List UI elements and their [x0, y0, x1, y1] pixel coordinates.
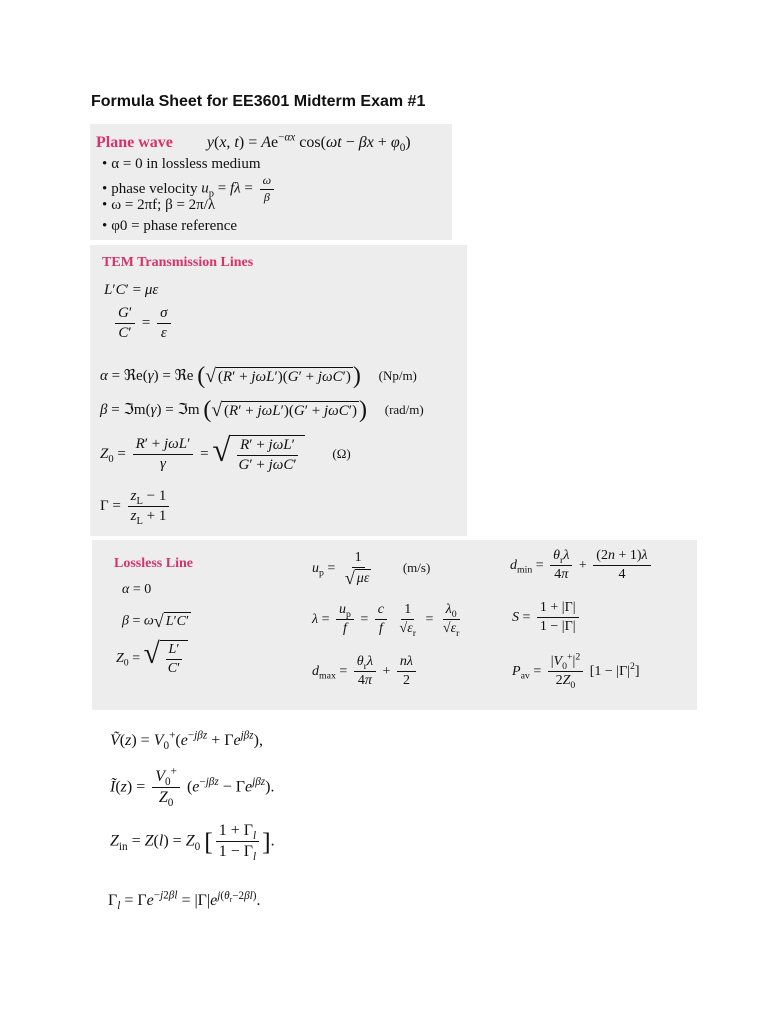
lossless-dmax: $d_{max}$ = $\frac{\theta_r\lambda}{4\pi}$ + $\frac{n\lambda}{2}$	[312, 654, 419, 689]
lossless-up-unit: (m/s)	[402, 559, 431, 575]
plane-wave-bullet-3: • ω = 2πf; β = 2π/λ	[102, 197, 215, 214]
plane-wave-heading: Plane wave	[96, 134, 173, 151]
tem-z0-unit: (Ω)	[332, 446, 351, 462]
tem-beta-unit: (rad/m)	[384, 401, 424, 417]
lossless-alpha: α = 0	[122, 582, 152, 597]
plane-wave-equation: y(x, $t) = Ae^{-\alpha x}$ $\cos(\omega t - \beta x + \varphi_0)$	[206, 131, 411, 155]
lossless-lambda: λ = $\frac{u_p}{f}$ = $\frac{c}{f}$ $\frac{1}{√\varepsilon_r}$ = $\frac{\lambda_0}{√\varepsilon_r}$	[312, 602, 460, 639]
lossless-dmin: $d_{min}$ = $\frac{\theta_r\lambda}{4\pi}$ + $\frac{(2n + 1)\lambda}{4}$	[510, 548, 654, 583]
plane-wave-bullet-2: • phase velocity $u_p = f\lambda$ = $\frac{\omega}{\beta}$	[102, 174, 277, 205]
lossless-box	[92, 540, 697, 710]
tem-beta-equation: β = ℑm(γ) = ℑm ( √ (R′ + jωL′)(G′ + jωC′) ) (rad/m)	[100, 397, 424, 423]
tem-alpha-unit: (Np/m)	[378, 367, 417, 383]
plane-wave-bullet-1: • α = 0 in lossless medium	[102, 156, 261, 173]
tem-heading: TEM Transmission Lines	[102, 255, 254, 270]
lossless-swr: S = $\frac{1 + |\Gamma|}{1 - |\Gamma|}$	[512, 600, 582, 635]
lossless-beta: β = ω √ L′C′	[122, 611, 190, 631]
tem-gc-equation: $\frac{G'}{C'}$ = $\frac{\sigma}{\varepsilon}$	[112, 305, 174, 343]
gamma-l-equation: $\Gamma_l = \Gamma e^{-j2\beta l} = |\Gamma|e^{j(\theta_r-2\beta l)}$.	[108, 889, 261, 913]
tem-alpha-equation: α = ℜe(γ) = ℜe ( √ (R′ + jωL′)(G′ + jωC′) ) (Np/m)	[100, 363, 417, 389]
zin-equation: $Z_{in} = Z(l) = Z_0$ [ $\frac{1 + \Gamma_l}{1 - \Gamma_l}$ ].	[110, 822, 275, 864]
tem-lc-equation: L′C′ = με	[104, 282, 159, 298]
current-equation: Ĩ(z) = $\frac{V_0^+}{Z_0}$ $(e^{-j\beta z} - \Gamma e^{j\beta z})$.	[110, 765, 275, 810]
lossless-heading: Lossless Line	[114, 556, 193, 571]
lossless-z0: $Z_0$ = √ $\frac{L'}{C'}$	[116, 640, 188, 677]
tem-box	[90, 245, 467, 536]
plane-wave-bullet-4: • φ0 = phase reference	[102, 218, 237, 235]
lossless-up: $u_p$ = 1 √ με (m/s)	[312, 550, 431, 589]
voltage-equation: Ṽ(z) = $V_0^+(e^{-j\beta z} + \Gamma e^{j\beta z})$,	[110, 729, 263, 753]
document-title: Formula Sheet for EE3601 Midterm Exam #1	[91, 93, 426, 110]
lossless-pav: $P_{av}$ = $\frac{|V_0^+|^2}{2Z_0}$ $[1 - |\Gamma|^2]$	[512, 651, 640, 691]
tem-gamma-equation: Γ = $\frac{z_L - 1}{z_L + 1}$	[100, 488, 172, 526]
tem-z0-equation: $Z_0$ = $\frac{\text{R′ + jωL′}}{\gamma}$ = √ $\frac{\text{R′ + jωL′}}{\text{G′ + jωC′}}$ (Ω)	[100, 433, 351, 474]
plane-wave-box	[90, 124, 452, 240]
